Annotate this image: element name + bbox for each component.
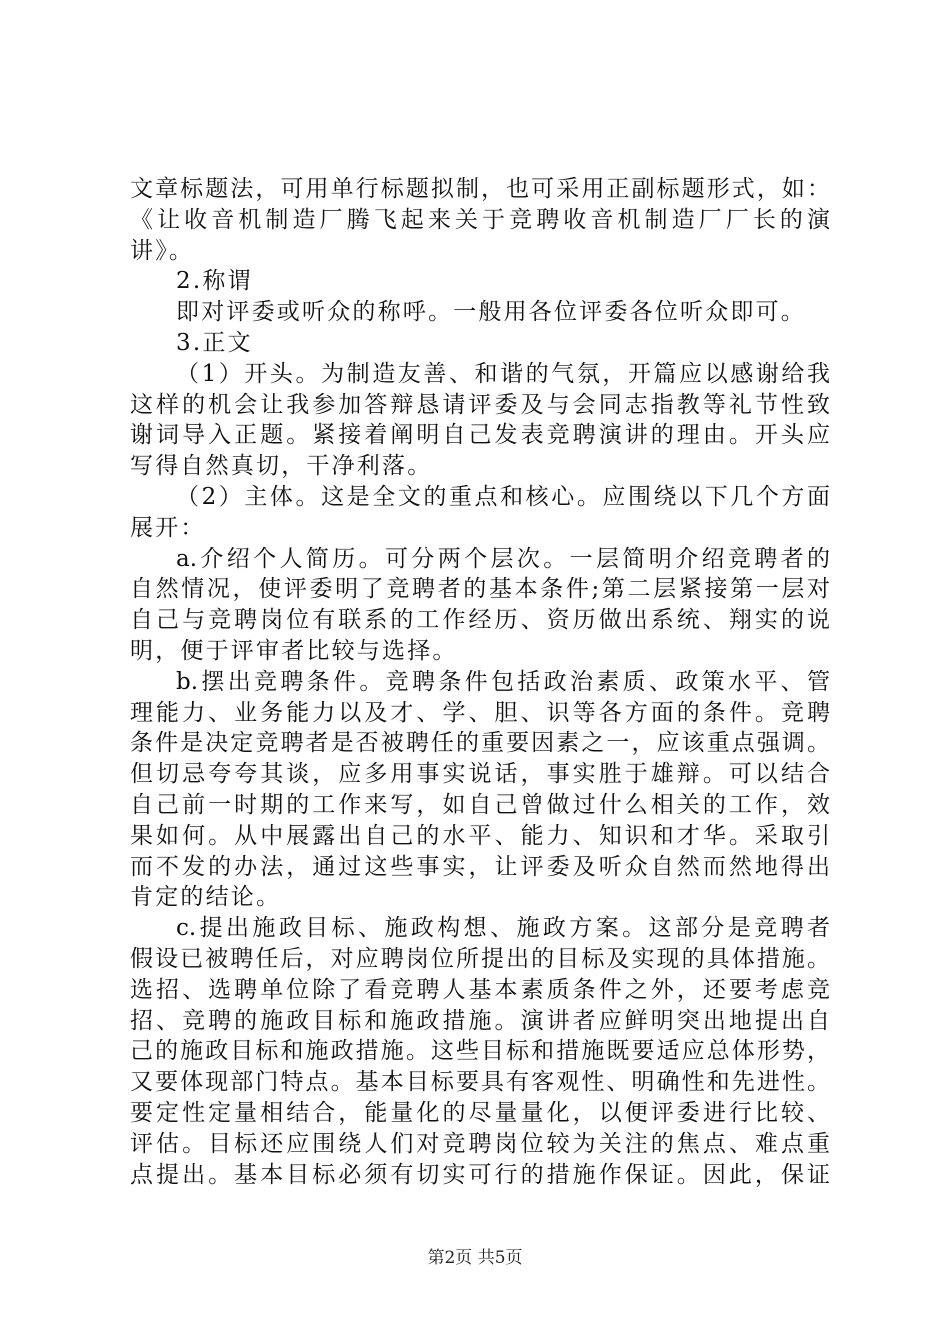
text-line: 要定性定量相结合，能量化的尽量量化，以便评委进行比较、 [130,1099,830,1126]
text-line: 评估。目标还应围绕人们对竞聘岗位较为关注的焦点、难点重 [130,1130,830,1157]
text-line: 讲》。 [130,237,195,264]
text-line: 展开： [130,514,206,541]
text-line: b.摆出竞聘条件。竞聘条件包括政治素质、政策水平、管 [176,668,830,695]
text-line: 写得自然真切，干净利落。 [130,453,433,480]
text-line: 而不发的办法，通过这些事实，让评委及听众自然而然地得出 [130,853,830,880]
text-line: 3.正文 [176,329,253,356]
text-line: 理能力、业务能力以及才、学、胆、识等各方面的条件。竞聘 [130,699,830,726]
text-line: 即对评委或听众的称呼。一般用各位评委各位听众即可。 [176,299,806,326]
text-line: 果如何。从中展露出自己的水平、能力、知识和才华。采取引 [130,822,830,849]
text-line: 又要体现部门特点。基本目标要具有客观性、明确性和先进性。 [130,1069,830,1096]
text-line: 2.称谓 [176,268,253,295]
document-body [130,174,830,1190]
text-line: 但切忌夸夸其谈，应多用事实说话，事实胜于雄辩。可以结合 [130,761,830,788]
text-line: （2）主体。这是全文的重点和核心。应围绕以下几个方面 [176,483,830,510]
text-line: 招、竞聘的施政目标和施政措施。演讲者应鲜明突出地提出自 [130,1007,830,1034]
text-line: 文章标题法，可用单行标题拟制，也可采用正副标题形式，如： [130,176,830,202]
text-line: c.提出施政目标、施政构想、施政方案。这部分是竞聘者 [176,915,830,942]
text-line: 谢词导入正题。紧接着阐明自己发表竞聘演讲的理由。开头应 [130,422,830,449]
text-line: 自然情况，使评委明了竞聘者的基本条件;第二层紧接第一层对 [130,576,830,603]
page-footer: 第2页 共5页 [427,1248,523,1268]
text-line: 己的施政目标和施政措施。这些目标和措施既要适应总体形势， [130,1038,830,1065]
text-line: 《让收音机制造厂腾飞起来关于竞聘收音机制造厂厂长的演 [130,206,830,233]
text-line: 条件是决定竞聘者是否被聘任的重要因素之一，应该重点强调。 [130,730,830,757]
text-line: 明，便于评审者比较与选择。 [130,637,458,664]
text-line: 点提出。基本目标必须有切实可行的措施作保证。因此，保证 [130,1161,830,1188]
text-line: 这样的机会让我参加答辩恳请评委及与会同志指教等礼节性致 [130,391,830,418]
text-line: 选招、选聘单位除了看竞聘人基本素质条件之外，还要考虑竞 [130,976,830,1003]
text-line: 自己前一时期的工作来写，如自己曾做过什么相关的工作，效 [130,791,830,818]
text-line: a.介绍个人简历。可分两个层次。一层简明介绍竞聘者的 [176,545,830,572]
text-line: （1）开头。为制造友善、和谐的气氛，开篇应以感谢给我 [176,360,830,387]
text-line: 肯定的结论。 [130,884,282,911]
text-line: 假设已被聘任后，对应聘岗位所提出的目标及实现的具体措施。 [130,945,830,972]
text-line: 自己与竞聘岗位有联系的工作经历、资历做出系统、翔实的说 [130,607,830,634]
